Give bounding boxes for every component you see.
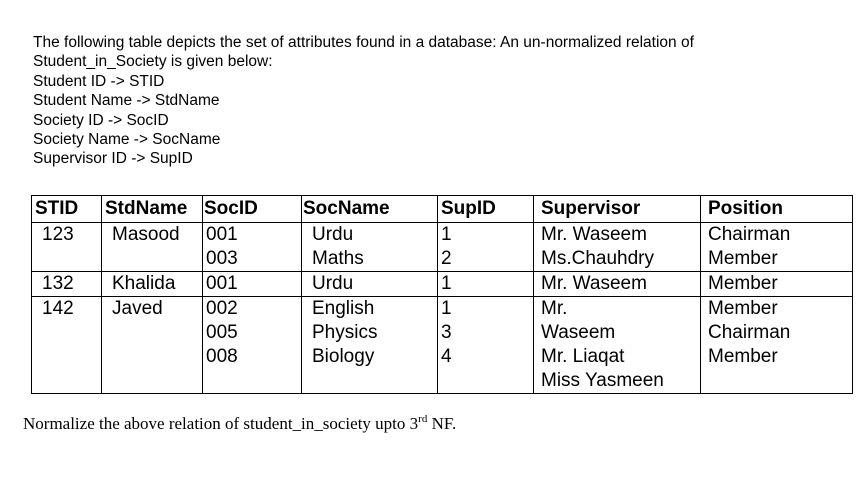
- table-row: [32, 272, 853, 297]
- cell-line: Chairman: [708, 224, 791, 245]
- cell-stdname: Masood: [102, 223, 203, 272]
- cell-stid: 142: [32, 297, 102, 394]
- cell-line: Urdu: [312, 224, 354, 245]
- table-row: [32, 223, 853, 272]
- footer-text-end: NF.: [427, 414, 457, 433]
- cell-line: Biology: [312, 346, 375, 367]
- cell-stid: 132: [32, 272, 102, 297]
- cell-line: Ms.Chauhdry: [541, 248, 654, 269]
- cell-supid: [438, 272, 534, 297]
- cell-socid: [203, 297, 302, 394]
- cell-stid: 123: [32, 223, 102, 272]
- footer-text: Normalize the above relation of student_in_society upto 3: [23, 414, 419, 433]
- cell-line: Mr.: [541, 298, 568, 319]
- table-header-row: [32, 196, 853, 223]
- cell-line: 005: [206, 322, 238, 343]
- cell-line: Urdu: [312, 273, 354, 294]
- mapping-line: Supervisor ID -> SupID: [33, 150, 193, 168]
- cell-supervisor: [534, 272, 701, 297]
- cell-line: 003: [206, 248, 238, 269]
- cell-line: Maths: [312, 248, 364, 269]
- footer-superscript: rd: [418, 413, 428, 425]
- cell-socid: [203, 272, 302, 297]
- cell-line: 3: [441, 322, 452, 343]
- cell-line: Miss Yasmeen: [541, 370, 664, 391]
- table-row: [32, 297, 853, 394]
- cell-line: Member: [708, 346, 778, 367]
- intro-line-1: The following table depicts the set of attributes found in a database: An un-normalized relation of: [33, 34, 694, 51]
- cell-line: 1: [441, 298, 452, 319]
- header-socname: SocName: [302, 196, 438, 223]
- cell-socid: [203, 223, 302, 272]
- mapping-line: Society ID -> SocID: [33, 111, 169, 129]
- cell-position: [701, 272, 853, 297]
- header-stdname: StdName: [102, 196, 203, 223]
- header-socid: SocID: [203, 196, 302, 223]
- cell-supid: [438, 223, 534, 272]
- cell-supervisor: [534, 297, 701, 394]
- mapping-line: Student ID -> STID: [33, 72, 165, 90]
- question-intro: [33, 33, 813, 169]
- cell-line: 2: [441, 248, 452, 269]
- cell-socname: [302, 297, 438, 394]
- header-stid: STID: [32, 196, 102, 223]
- mapping-line: Student Name -> StdName: [33, 92, 220, 110]
- cell-position: [701, 297, 853, 394]
- header-supid: SupID: [438, 196, 534, 223]
- cell-line: 4: [441, 346, 452, 367]
- relation-table: [31, 195, 853, 394]
- cell-line: Mr. Waseem: [541, 224, 647, 245]
- cell-line: Member: [708, 248, 778, 269]
- cell-line: Mr. Waseem: [541, 273, 647, 294]
- cell-stdname: Khalida: [102, 272, 203, 297]
- cell-stdname: Javed: [102, 297, 203, 394]
- cell-line: 001: [206, 273, 238, 294]
- cell-line: 1: [441, 273, 452, 294]
- cell-socname: [302, 223, 438, 272]
- cell-line: English: [312, 298, 375, 319]
- cell-line: 001: [206, 224, 238, 245]
- intro-line-2: Student_in_Society is given below:: [33, 53, 273, 71]
- cell-line: Waseem: [541, 322, 616, 343]
- cell-line: 008: [206, 346, 238, 367]
- cell-supervisor: [534, 223, 701, 272]
- cell-line: Member: [708, 298, 778, 319]
- cell-line: Physics: [312, 322, 378, 343]
- cell-line: Chairman: [708, 322, 791, 343]
- cell-line: 002: [206, 298, 238, 319]
- cell-line: Member: [708, 273, 778, 294]
- cell-line: 1: [441, 224, 452, 245]
- cell-position: [701, 223, 853, 272]
- mapping-line: Society Name -> SocName: [33, 131, 221, 149]
- header-supervisor: Supervisor: [534, 196, 701, 223]
- question-footer: [23, 413, 456, 434]
- header-position: Position: [701, 196, 853, 223]
- cell-socname: [302, 272, 438, 297]
- cell-supid: [438, 297, 534, 394]
- cell-line: Mr. Liaqat: [541, 346, 625, 367]
